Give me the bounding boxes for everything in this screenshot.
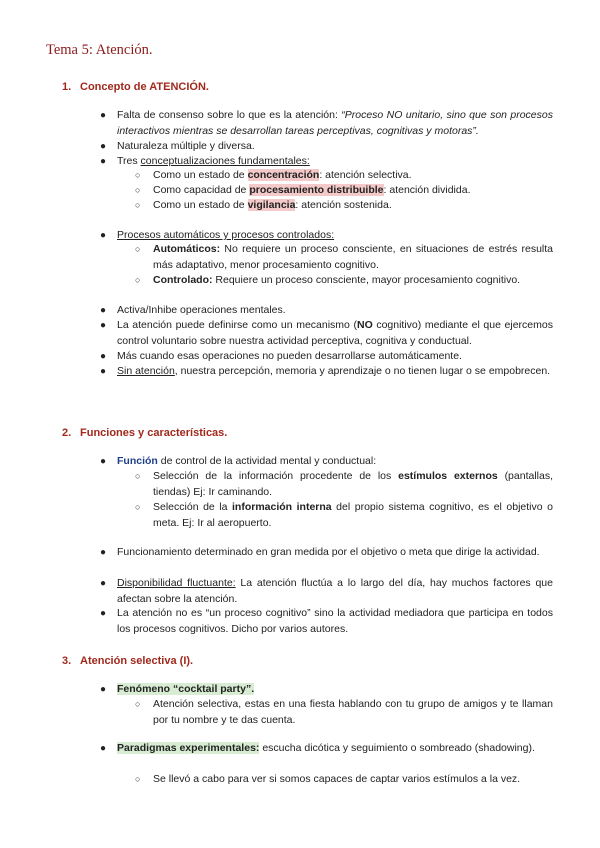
section-heading-1 [62, 80, 209, 96]
list-item: ● Funcionamiento determinado en gran medida por el objetivo o meta que dirige la actividad. [117, 545, 553, 561]
sub-list-item: ○ Se llevó a cabo para ver si somos capaces de captar varios estímulos a la vez. [153, 772, 553, 788]
section-number: 2. [62, 427, 72, 439]
sub-list-item: ○ Como un estado de concentración: atención selectiva. [153, 168, 553, 184]
sub-list-item: ○ Controlado: Requiere un proceso consciente, mayor procesamiento cognitivo. [153, 273, 553, 289]
list-item: ● Disponibilidad fluctuante: La atención fluctúa a lo largo del día, hay muchos factores que afectan sobre la atención. [100, 577, 553, 605]
bullet-icon: ● [100, 230, 107, 241]
list-item: ● Sin atención, nuestra percepción, memoria y aprendizaje o no tienen lugar o se empobrecen. [117, 364, 553, 380]
sub-list-item: ○ Automáticos: No requiere un proceso consciente, en situaciones de estrés resulta más adaptativo, menor procesamiento cognitivo. [135, 243, 553, 271]
section-title: Atención selectiva (I). [80, 655, 194, 667]
bullet-icon: ● [100, 608, 107, 619]
bullet-icon: ● [100, 351, 107, 362]
circle-bullet-icon: ○ [135, 774, 141, 784]
list-item: ● Falta de consenso sobre lo que es la atención: “Proceso NO unitario, sino que son procesos interactivos mientras se desarrollan tareas perceptivas, cognitivas y motoras”. [100, 109, 553, 137]
section-title: Funciones y características. [80, 427, 228, 439]
circle-bullet-icon: ○ [135, 502, 141, 512]
circle-bullet-icon: ○ [135, 275, 141, 285]
bullet-icon: ● [100, 578, 107, 589]
section-heading-2 [62, 426, 227, 442]
page-title: Tema 5: Atención. [46, 42, 153, 58]
bullet-icon: ● [100, 320, 107, 331]
sub-list-item: ○ Selección de la información interna del propio sistema cognitivo, es el objetivo o meta. Ej: Ir al aeropuerto. [135, 501, 553, 529]
bullet-icon: ● [100, 366, 107, 377]
bullet-icon: ● [100, 305, 107, 316]
list-item: ● Más cuando esas operaciones no pueden desarrollarse automáticamente. [117, 349, 553, 365]
list-item: ● Naturaleza múltiple y diversa. [117, 139, 553, 155]
list-item: ● Activa/Inhibe operaciones mentales. [117, 303, 553, 319]
sub-list-item: ○ Como un estado de vigilancia: atención sostenida. [153, 198, 553, 214]
sub-list-item: ○ Selección de la información procedente de los estímulos externos (pantallas, tiendas) Ej: Ir caminando. [135, 470, 554, 498]
bullet-icon: ● [100, 684, 107, 695]
circle-bullet-icon: ○ [135, 471, 141, 481]
circle-bullet-icon: ○ [135, 699, 141, 709]
bullet-icon: ● [100, 156, 107, 167]
list-item: ● Procesos automáticos y procesos controlados: [117, 228, 553, 244]
section-heading-3 [62, 654, 193, 670]
circle-bullet-icon: ○ [135, 200, 141, 210]
section-title: Concepto de ATENCIÓN. [80, 81, 209, 93]
list-item: ● Función de control de la actividad mental y conductual: [117, 454, 553, 470]
list-item: ● Paradigmas experimentales: escucha dicótica y seguimiento o sombreado (shadowing). [117, 741, 553, 757]
circle-bullet-icon: ○ [135, 185, 141, 195]
list-item: ● La atención no es “un proceso cognitivo” sino la actividad mediadora que participa en todos los procesos cognitivos. Dicho por varios autores. [100, 607, 553, 635]
sub-list-item: ○ Como capacidad de procesamiento distribuible: atención dividida. [153, 183, 553, 199]
circle-bullet-icon: ○ [135, 244, 141, 254]
list-item: ● La atención puede definirse como un mecanismo (NO cognitivo) mediante el que ejercemos control voluntario sobre nuestra actividad perceptiva, cognitiva y conductual. [100, 319, 553, 347]
bullet-icon: ● [100, 547, 107, 558]
sub-list-item: ○ Atención selectiva, estas en una fiesta hablando con tu grupo de amigos y te llaman por tu nombre y te das cuenta. [135, 698, 553, 726]
list-item: ● Tres conceptualizaciones fundamentales: [117, 154, 553, 170]
bullet-icon: ● [100, 743, 107, 754]
section-number: 3. [62, 655, 72, 667]
list-item: ● Fenómeno “cocktail party”. [117, 682, 553, 698]
bullet-icon: ● [100, 110, 107, 121]
bullet-icon: ● [100, 141, 107, 152]
circle-bullet-icon: ○ [135, 170, 141, 180]
section-number: 1. [62, 81, 72, 93]
bullet-icon: ● [100, 456, 107, 467]
